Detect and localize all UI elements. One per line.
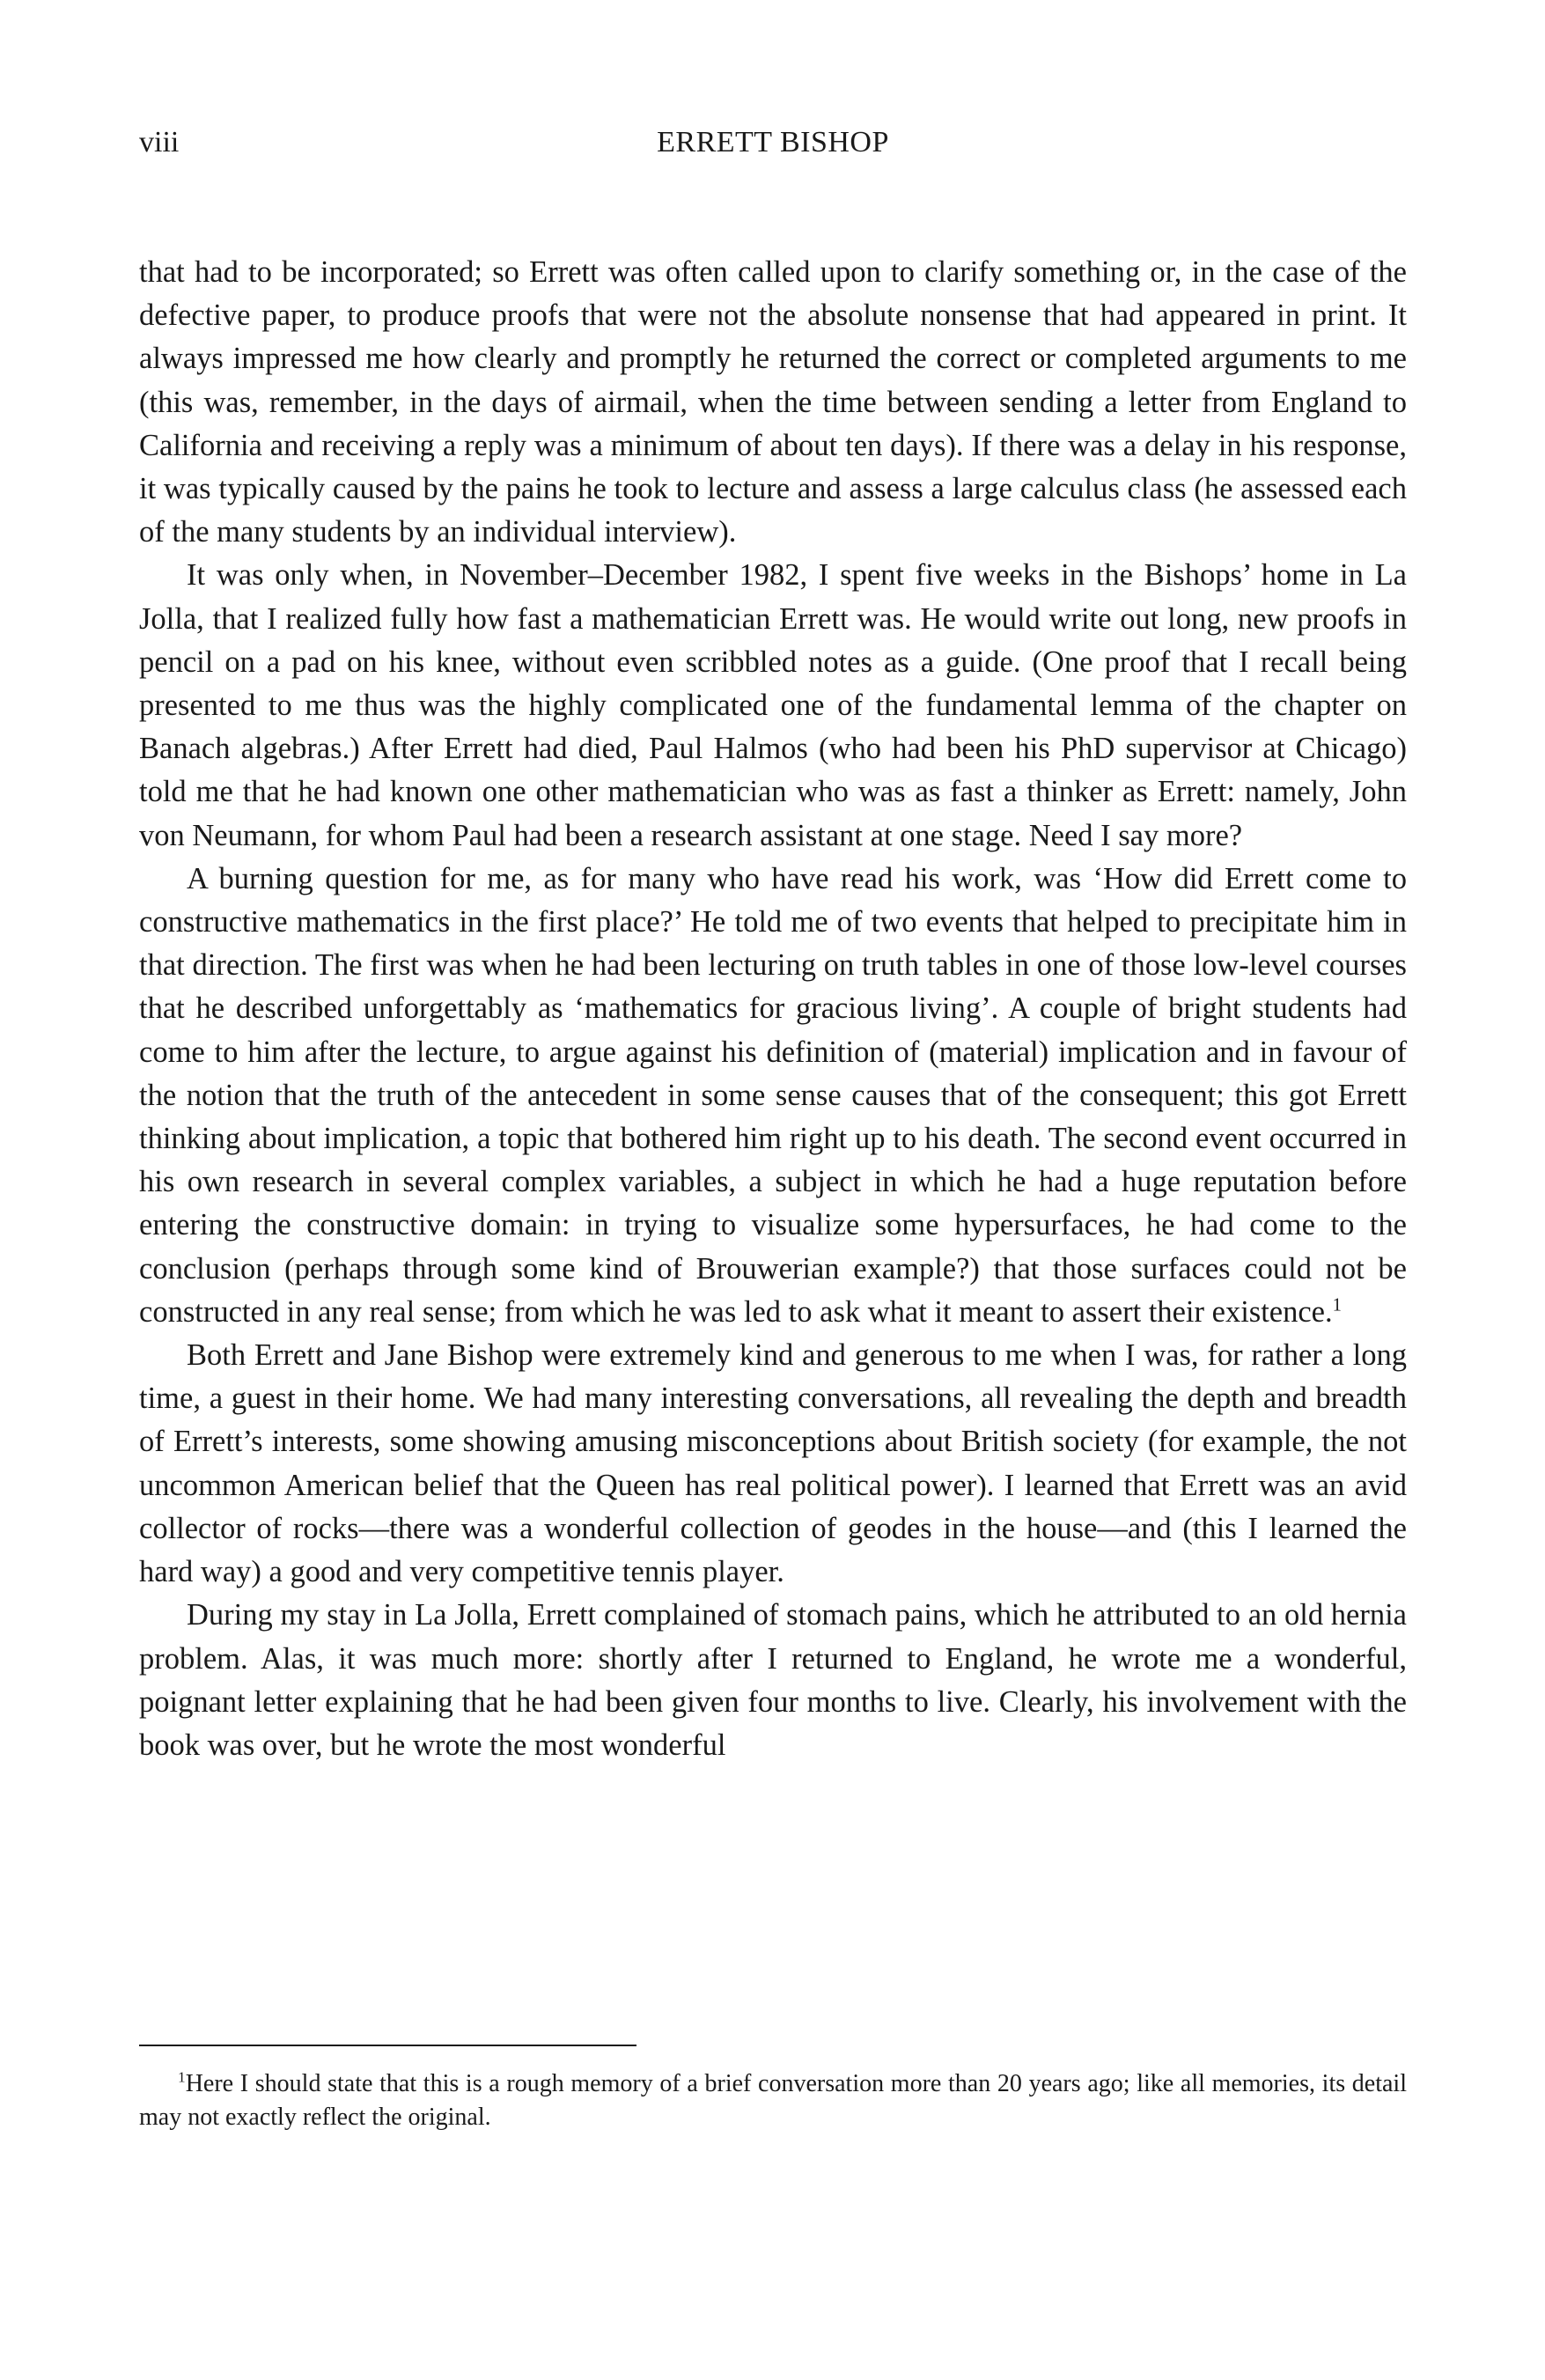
paragraph-2: [139, 554, 1407, 857]
footnote-divider: [139, 2045, 636, 2046]
paragraph-text: Both Errett and Jane Bishop were extremely kind and generous to me when I was, for rather a long time, a guest in their home. We had many interesting conversations, all revealing the depth and breadth of Errett’s interests, some showing amusing misconceptions about British society (for example, the not uncommon American belief that the Queen has real political power). I learned that Errett was an avid collector of rocks—there was a wonderful collection of geodes in the house—and (this I learned the hard way) a good and very competitive tennis player.: [139, 1338, 1407, 1589]
paragraph-3: [139, 858, 1407, 1334]
running-title: ERRETT BISHOP: [657, 126, 889, 158]
body-text: [139, 251, 1407, 1767]
paragraph-text: A burning question for me, as for many who have read his work, was ‘How did Errett come to constructive mathematics in the first place?’ He told me of two events that helped to precipitate him in that direction. The first was when he had been lecturing on truth tables in one of those low-level courses that he described unforgettably as ‘mathematics for gracious living’. A couple of bright students had come to him after the lecture, to argue against his definition of (material) implication and in favour of the notion that the truth of the antecedent in some sense causes that of the consequent; this got Errett thinking about implication, a topic that bothered him right up to his death. The second event occurred in his own research in several complex variables, a subject in which he had a huge reputation before entering the constructive domain: in trying to visualize some hypersurfaces, he had come to the conclusion (perhaps through some kind of Brouwerian example?) that those surfaces could not be constructed in any real sense; from which he was led to ask what it meant to assert their existence.: [139, 861, 1407, 1329]
footnote-reference[interactable]: 1: [1332, 1295, 1342, 1315]
footnote-mark: 1: [178, 2068, 186, 2086]
paragraph-1: [139, 251, 1407, 554]
paragraph-text: that had to be incorporated; so Errett was often called upon to clarify something or, in the case of the defective paper, to produce proofs that were not the absolute nonsense that had appeared in print. It always impressed me how clearly and promptly he returned the correct or completed arguments to me (this was, remember, in the days of airmail, when the time between sending a letter from England to California and receiving a reply was a minimum of about ten days). If there was a delay in his response, it was typically caused by the pains he took to lecture and assess a large calculus class (he assessed each of the many students by an individual interview).: [139, 255, 1407, 549]
paragraph-text: During my stay in La Jolla, Errett complained of stomach pains, which he attributed to an old hernia problem. Alas, it was much more: shortly after I returned to England, he wrote me a wonderful, poignant letter explaining that he had been given four months to live. Clearly, his involvement with the book was over, but he wrote the most wonderful: [139, 1598, 1407, 1762]
paragraph-text: It was only when, in November–December 1982, I spent five weeks in the Bishops’ home in La Jolla, that I realized fully how fast a mathematician Errett was. He would write out long, new proofs in pencil on a pad on his knee, without even scribbled notes as a guide. (One proof that I recall being presented to me thus was the highly complicated one of the fundamental lemma of the chapter on Banach algebras.) After Errett had died, Paul Halmos (who had been his PhD supervisor at Chicago) told me that he had known one other mathematician who was as fast a thinker as Errett: namely, John von Neumann, for whom Paul had been a research assistant at one stage. Need I say more?: [139, 558, 1407, 852]
paragraph-4: [139, 1334, 1407, 1594]
page-number: viii: [139, 126, 180, 158]
running-head: [139, 123, 1407, 162]
footnote: [139, 2067, 1407, 2134]
footnote-text: Here I should state that this is a rough memory of a brief conversation more than 20 years ago; like all memories, its detail may not exactly reflect the original.: [139, 2070, 1407, 2131]
paragraph-5: [139, 1594, 1407, 1767]
